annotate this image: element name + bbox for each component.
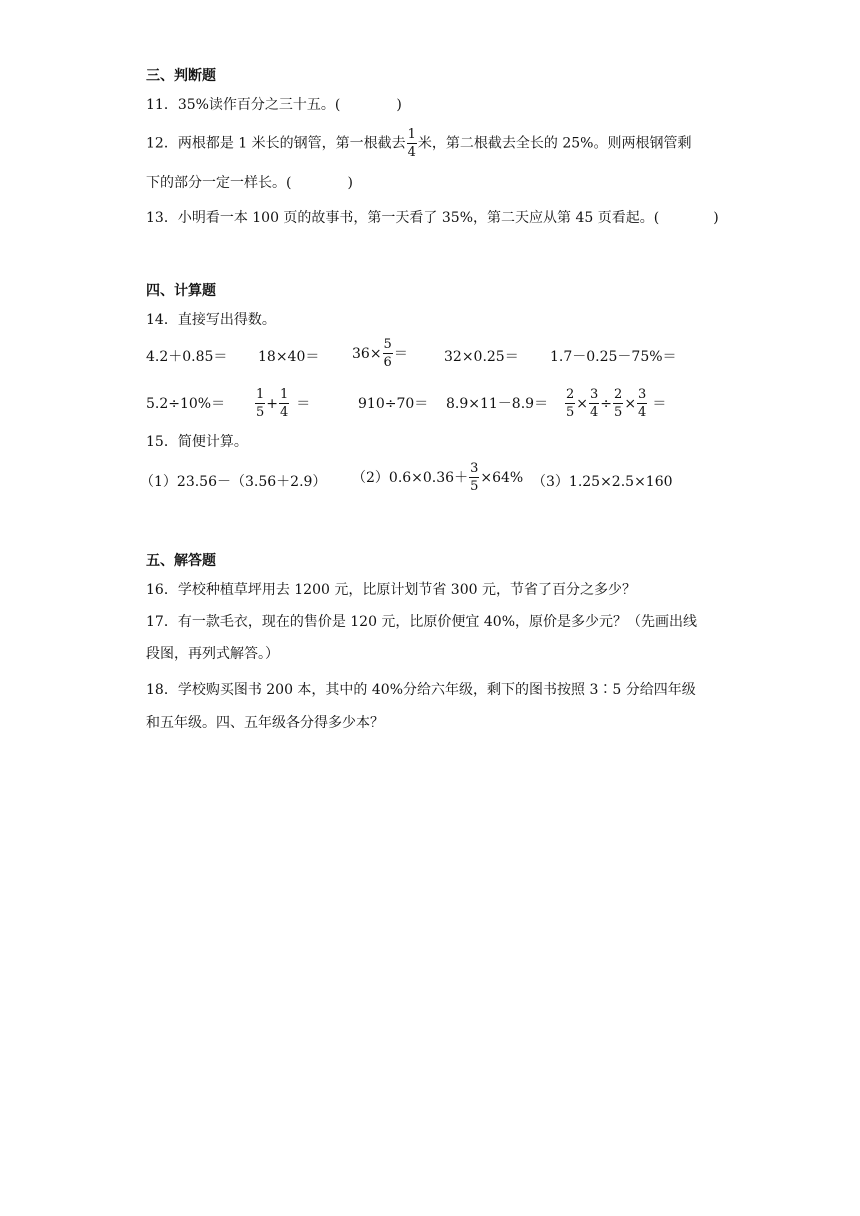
calc-1-2: 18×40＝ [258, 349, 320, 365]
section-title-word-problems: 五、解答题 [146, 553, 216, 569]
question-13: 13．小明看一本 100 页的故事书，第一天看了 35%，第二天应从第 45 页看起。( ) [146, 210, 719, 226]
question-12-line2: 下的部分一定一样长。( ) [146, 175, 353, 191]
fraction: $\frac{3}{4}$ [638, 387, 647, 420]
question-18-line2: 和五年级。四、五年级各分得多少本？ [146, 715, 384, 731]
fraction: $\frac{3}{5}$ [470, 461, 479, 494]
calc-2-5: $\frac{2}{5}$ × $\frac{3}{4}$ ÷ $\frac{2}{5}$ × $\frac{3}{4}$ ＝ [566, 387, 667, 420]
calc-2-2: $\frac{1}{5}$ + $\frac{1}{4}$ ＝ [256, 387, 311, 420]
question-16: 16．学校种植草坪用去 1200 元，比原计划节省 300 元，节省了百分之多少？ [146, 582, 636, 598]
calc-2-1: 5.2÷10%＝ [146, 396, 226, 412]
section-title-judgement: 三、判断题 [146, 68, 216, 84]
calc-1-4: 32×0.25＝ [444, 349, 519, 365]
calc-1-1: 4.2＋0.85＝ [146, 349, 228, 365]
fraction: $\frac{1}{5}$ [256, 387, 265, 420]
fraction: $\frac{2}{5}$ [614, 387, 623, 420]
calc-1-5: 1.7－0.25－75%＝ [550, 349, 677, 365]
question-18-line1: 18．学校购买图书 200 本，其中的 40%分给六年级，剩下的图书按照 3∶5 分给四年级 [146, 682, 696, 698]
question-15-prompt: 15．简便计算。 [146, 434, 248, 450]
question-11-text: 11．35%读作百分之三十五。( [146, 97, 341, 113]
calc-1-3: 36× $\frac{5}{6}$ ＝ [352, 337, 408, 370]
question-14-prompt: 14．直接写出得数。 [146, 312, 276, 328]
simplify-3: （3）1.25×2.5×160 [532, 474, 673, 490]
question-12-text-before: 12．两根都是 1 米长的钢管，第一根截去 [146, 135, 406, 152]
fraction: $\frac{1}{4}$ [407, 127, 416, 160]
simplify-1: （1）23.56－（3.56＋2.9） [140, 474, 327, 490]
section-title-calculation: 四、计算题 [146, 283, 216, 299]
simplify-2: （2）0.6×0.36＋ $\frac{3}{5}$ ×64% [352, 461, 524, 494]
calc-2-3: 910÷70＝ [358, 396, 429, 412]
fraction: $\frac{1}{4}$ [280, 387, 289, 420]
fraction: $\frac{3}{4}$ [590, 387, 599, 420]
question-11: 11．35%读作百分之三十五。( ) [146, 97, 402, 113]
question-12 [146, 128, 691, 159]
question-17-line1: 17．有一款毛衣，现在的售价是 120 元，比原价便宜 40%，原价是多少元？（先画出线 [146, 614, 698, 630]
calc-2-4: 8.9×11－8.9＝ [446, 396, 549, 412]
question-17-line2: 段图，再列式解答。） [146, 646, 279, 662]
question-12-text-after: 米，第二根截去全长的 25%。则两根钢管剩 [417, 135, 692, 152]
fraction: $\frac{2}{5}$ [566, 387, 575, 420]
fraction: $\frac{5}{6}$ [383, 337, 392, 370]
